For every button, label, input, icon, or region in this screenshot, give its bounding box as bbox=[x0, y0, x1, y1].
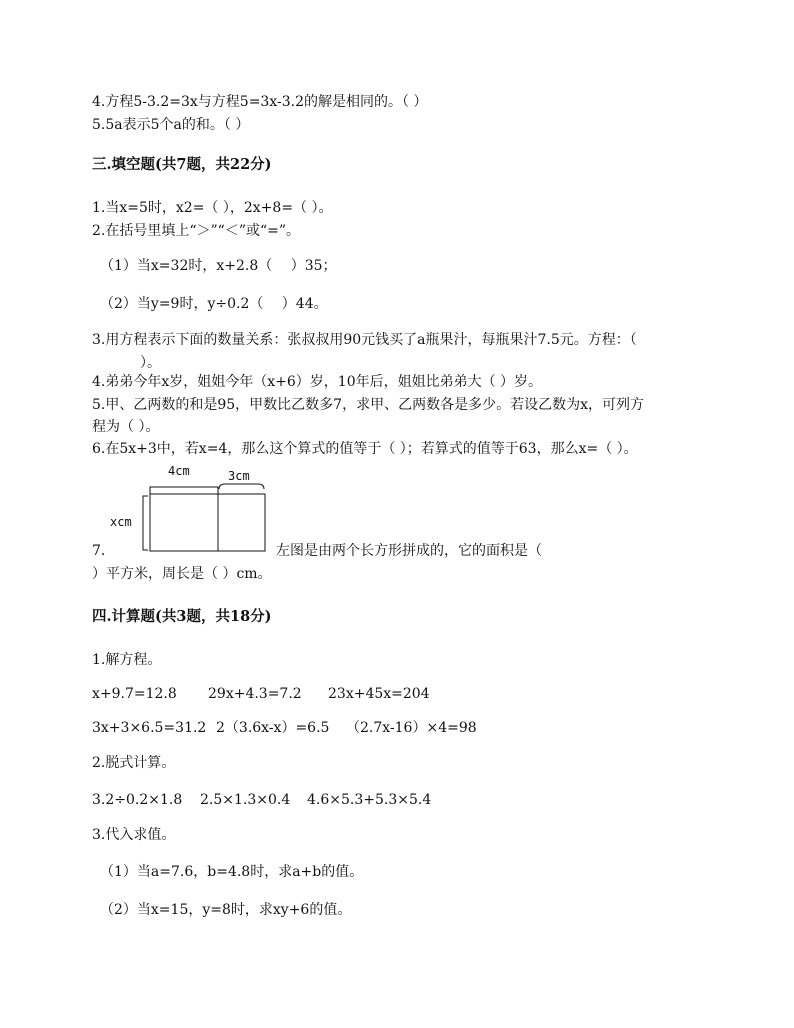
figure-label-3cm: 3cm bbox=[228, 469, 250, 483]
calc-expression-3: 4.6×5.3+5.3×5.4 bbox=[307, 792, 432, 808]
equation-3: 23x+45x=204 bbox=[328, 686, 430, 702]
calc-question-3: 3.代入求值。 bbox=[92, 827, 176, 843]
calc-question-2: 2.脱式计算。 bbox=[92, 755, 176, 771]
equation-4: 3x+3×6.5=31.2 bbox=[92, 720, 207, 736]
calc-question-3-part-1: （1）当a=7.6，b=4.8时，求a+b的值。 bbox=[100, 864, 364, 880]
judge-question-5: 5.5a表示5个a的和。（ ） bbox=[92, 117, 250, 133]
rectangle-figure bbox=[108, 462, 272, 554]
section-4-title: 四.计算题(共3题，共18分) bbox=[92, 608, 272, 625]
calc-expression-2: 2.5×1.3×0.4 bbox=[200, 792, 291, 808]
figure-label-xcm: xcm bbox=[110, 515, 132, 529]
fill-question-7-number: 7. bbox=[92, 543, 106, 559]
judge-question-4: 4.方程5-3.2=3x与方程5=3x-3.2的解是相同的。（ ） bbox=[92, 94, 428, 110]
fill-question-3-line-1: 3.用方程表示下面的数量关系：张叔叔用90元钱买了a瓶果汁，每瓶果汁7.5元。方程：（ bbox=[92, 332, 637, 348]
fill-question-3-line-2: ）。 bbox=[140, 355, 161, 371]
equation-1: x+9.7=12.8 bbox=[92, 686, 177, 702]
calc-question-1: 1.解方程。 bbox=[92, 652, 162, 668]
rectangle-right bbox=[218, 494, 265, 551]
fill-question-7-line-2: ）平方米，周长是（ ）cm。 bbox=[92, 566, 272, 582]
rectangle-left bbox=[150, 494, 218, 551]
fill-question-1: 1.当x=5时，x2=（ ），2x+8=（ ）。 bbox=[92, 200, 333, 216]
equation-6: （2.7x-16）×4=98 bbox=[346, 720, 477, 736]
brace-left bbox=[143, 496, 148, 550]
figure-label-4cm: 4cm bbox=[168, 464, 190, 478]
fill-question-2-part-2: （2）当y=9时，y÷0.2（ ）44。 bbox=[100, 296, 328, 312]
brace-top-left bbox=[150, 487, 218, 494]
equation-2: 29x+4.3=7.2 bbox=[208, 686, 302, 702]
brace-top-right bbox=[219, 484, 264, 489]
fill-question-5-line-2: 程为（ ）。 bbox=[92, 419, 160, 435]
fill-question-2: 2.在括号里填上“＞”“＜”或“=”。 bbox=[92, 223, 301, 239]
rectangle-diagram bbox=[108, 462, 272, 554]
equation-5: 2（3.6x-x）=6.5 bbox=[216, 720, 330, 736]
fill-question-6: 6.在5x+3中，若x=4，那么这个算式的值等于（ ）；若算式的值等于63，那么x=（ ）。 bbox=[92, 441, 638, 457]
fill-question-5-line-1: 5.甲、乙两数的和是95，甲数比乙数多7，求甲、乙两数各是多少。若设乙数为x，可列方 bbox=[92, 397, 644, 413]
fill-question-2-part-1: （1）当x=32时，x+2.8（ ）35； bbox=[100, 258, 337, 274]
calc-question-3-part-2: （2）当x=15，y=8时，求xy+6的值。 bbox=[100, 902, 352, 918]
fill-question-7-text: 左图是由两个长方形拼成的，它的面积是（ bbox=[276, 543, 542, 559]
section-3-title: 三.填空题(共7题，共22分) bbox=[92, 156, 272, 173]
fill-question-4: 4.弟弟今年x岁，姐姐今年（x+6）岁，10年后，姐姐比弟弟大（ ）岁。 bbox=[92, 374, 543, 390]
calc-expression-1: 3.2÷0.2×1.8 bbox=[92, 792, 183, 808]
